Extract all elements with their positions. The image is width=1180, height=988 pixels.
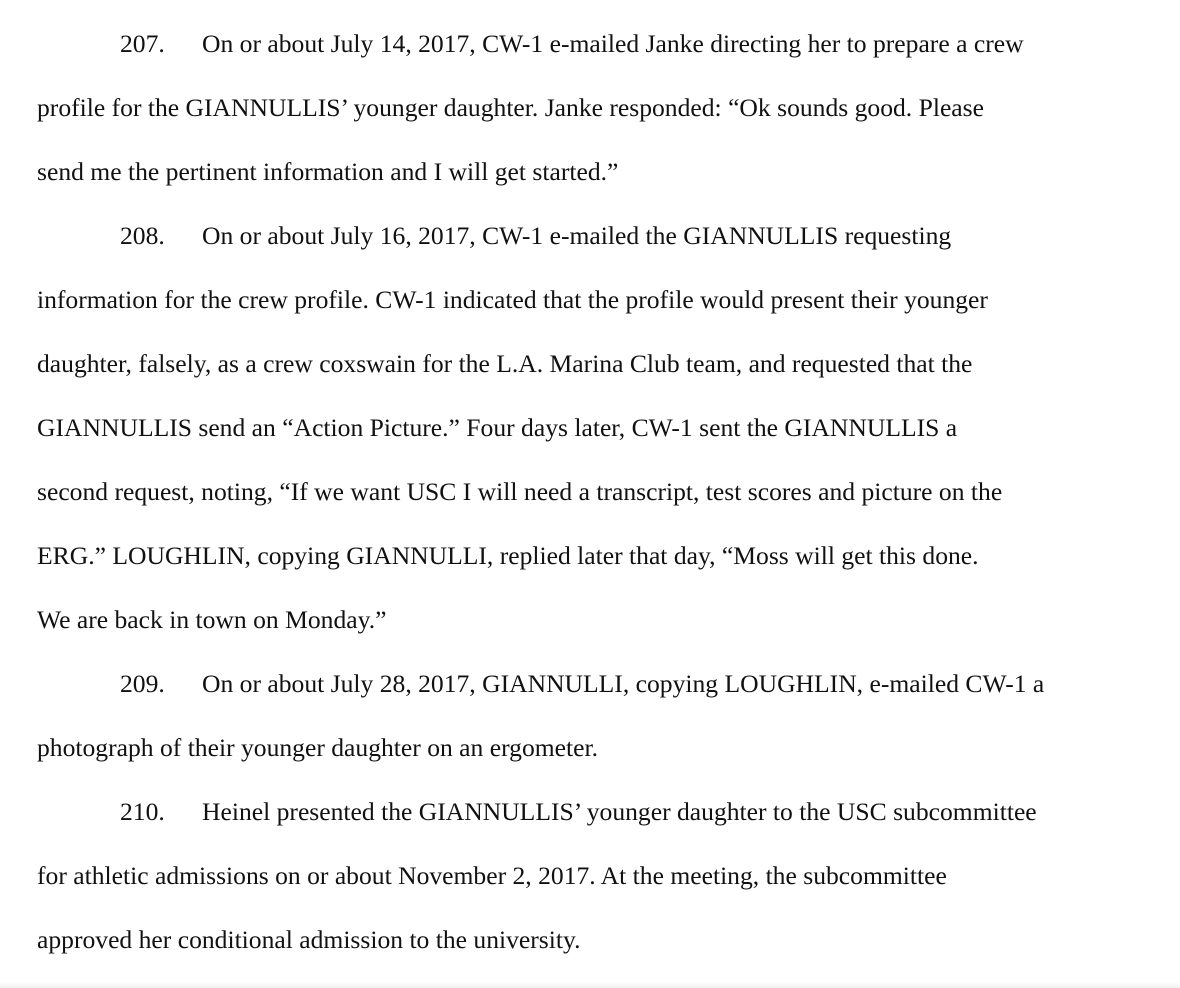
- paragraph-209-line-1: [120, 652, 1044, 716]
- paragraph-207-line-3: send me the pertinent information and I will get started.”: [37, 157, 619, 186]
- paragraph-210-line-2: for athletic admissions on or about November 2, 2017. At the meeting, the subcommittee: [37, 861, 947, 890]
- paragraph-208-line-2: information for the crew profile. CW-1 indicated that the profile would present their younger: [37, 285, 988, 314]
- paragraph-208-line-1: [120, 204, 951, 268]
- paragraph-208-line-7: We are back in town on Monday.”: [37, 605, 387, 634]
- paragraph-209-line-2: photograph of their younger daughter on an ergometer.: [37, 733, 599, 762]
- paragraph-207-line-2: profile for the GIANNULLIS’ younger daughter. Janke responded: “Ok sounds good. Please: [37, 93, 984, 122]
- paragraph-number: 210.: [120, 797, 165, 826]
- paragraph-208-line-3: daughter, falsely, as a crew coxswain for the L.A. Marina Club team, and requested that the: [37, 349, 973, 378]
- paragraph-208-line-6: ERG.” LOUGHLIN, copying GIANNULLI, replied later that day, “Moss will get this done.: [37, 541, 979, 570]
- paragraph-210-line-1: [120, 780, 1037, 844]
- paragraph-text: On or about July 16, 2017, CW-1 e-mailed the GIANNULLIS requesting: [202, 221, 952, 250]
- page-bottom-edge: [0, 982, 1180, 988]
- paragraph-number: 209.: [120, 669, 165, 698]
- paragraph-210-line-3: approved her conditional admission to the university.: [37, 925, 581, 954]
- paragraph-text: Heinel presented the GIANNULLIS’ younger daughter to the USC subcommittee: [202, 797, 1037, 826]
- paragraph-text: On or about July 14, 2017, CW-1 e-mailed Janke directing her to prepare a crew: [202, 29, 1024, 58]
- paragraph-208-line-4: GIANNULLIS send an “Action Picture.” Four days later, CW-1 sent the GIANNULLIS a: [37, 413, 958, 442]
- paragraph-number: 207.: [120, 29, 165, 58]
- paragraph-text: On or about July 28, 2017, GIANNULLI, copying LOUGHLIN, e-mailed CW-1 a: [202, 669, 1045, 698]
- paragraph-208-line-5: second request, noting, “If we want USC I will need a transcript, test scores and picture on the: [37, 477, 1003, 506]
- paragraph-number: 208.: [120, 221, 165, 250]
- paragraph-207-line-1: [120, 12, 1024, 76]
